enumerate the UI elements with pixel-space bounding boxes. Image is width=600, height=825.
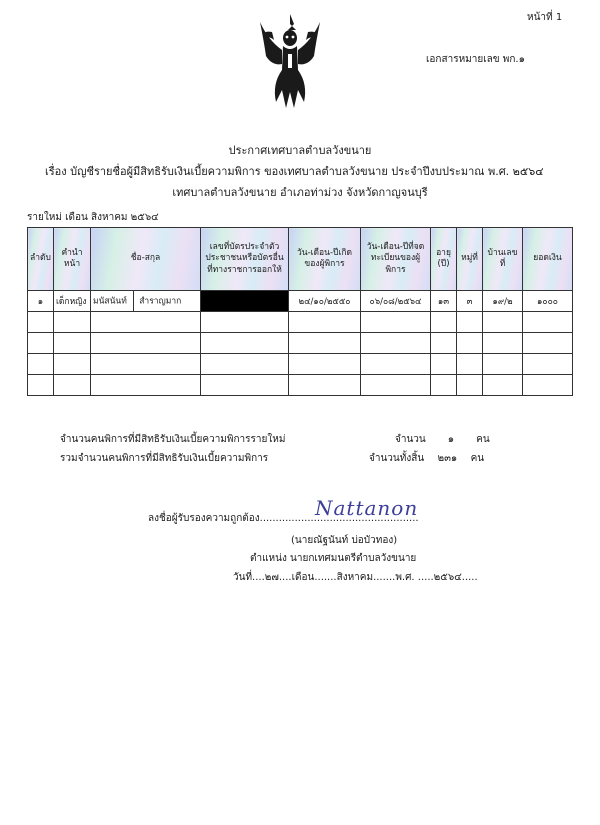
header-village: หมู่ที่ xyxy=(457,228,483,291)
beneficiary-table xyxy=(27,227,573,396)
cell-id-redacted xyxy=(201,291,289,312)
table-row-empty xyxy=(28,333,573,354)
garuda-emblem-icon xyxy=(258,12,322,116)
signature-date: วันที่....๒๗....เดือน.......สิงหาคม.......พ.ศ. .....๒๕๖๔..... xyxy=(233,572,478,583)
summary-new-count-label: จำนวน xyxy=(395,434,426,445)
summary-total-count-label: จำนวนทั้งสิ้น xyxy=(369,453,425,464)
header-birth-date: วัน-เดือน-ปีเกิดของผู้พิการ xyxy=(289,228,361,291)
cell-name xyxy=(91,291,201,312)
summary-new-count xyxy=(395,432,490,447)
cell-register-date: ๐๖/๐๘/๒๕๖๔ xyxy=(361,291,431,312)
cell-no: ๑ xyxy=(28,291,54,312)
announcement-title: ประกาศเทศบาลตำบลวังขนาย xyxy=(228,144,372,157)
cell-birth-date: ๒๔/๑๐/๒๕๕๐ xyxy=(289,291,361,312)
page-number: หน้าที่ 1 xyxy=(527,12,563,23)
header-house-no: บ้านเลขที่ xyxy=(483,228,523,291)
signer-position: ตำแหน่ง นายกเทศมนตรีตำบลวังขนาย xyxy=(250,553,417,564)
signature-line: ลงชื่อผู้รับรองความถูกต้อง.................................................. xyxy=(148,513,419,524)
table-row xyxy=(28,291,573,312)
header-age: อายุ (ปี) xyxy=(431,228,457,291)
header-id-card: เลขที่บัตรประจำตัวประชาชนหรือบัตรอื่นที่ทางราชการออกให้ xyxy=(201,228,289,291)
summary-total-label: รวมจำนวนคนพิการที่มีสิทธิรับเงินเบี้ยความพิการ xyxy=(60,453,269,464)
table-row-empty xyxy=(28,354,573,375)
document-code: เอกสารหมายเลข พก.๑ xyxy=(426,54,525,65)
cell-house-no: ๑๙/๒ xyxy=(483,291,523,312)
table-caption: รายใหม่ เดือน สิงหาคม ๒๕๖๔ xyxy=(27,212,159,223)
cell-age: ๑๓ xyxy=(431,291,457,312)
summary-total-count xyxy=(369,451,484,466)
header-no: ลำดับ xyxy=(28,228,54,291)
summary-new-unit: คน xyxy=(476,434,490,445)
name-divider xyxy=(133,291,134,311)
signer-name: (นายณัฐนันท์ บ่อบัวทอง) xyxy=(291,535,398,546)
cell-last-name: สำราญมาก xyxy=(139,296,182,307)
header-name: ชื่อ-สกุล xyxy=(91,228,201,291)
cell-village: ๓ xyxy=(457,291,483,312)
header-prefix: คำนำหน้า xyxy=(54,228,91,291)
header-amount: ยอดเงิน xyxy=(523,228,573,291)
handwritten-signature: Nattanon xyxy=(315,496,419,520)
cell-first-name: มนัสนันท์ xyxy=(93,296,127,307)
summary-total-count-value: ๒๓๑ xyxy=(437,453,458,464)
header-register-date: วัน-เดือน-ปีที่จดทะเบียนของผู้พิการ xyxy=(361,228,431,291)
summary-total-unit: คน xyxy=(470,453,485,464)
cell-amount: ๑๐๐๐ xyxy=(523,291,573,312)
table-row-empty xyxy=(28,375,573,396)
announcement-municipality: เทศบาลตำบลวังขนาย อำเภอท่าม่วง จังหวัดกาญจนบุรี xyxy=(172,186,428,199)
summary-new-count-value: ๑ xyxy=(447,434,455,445)
table-row-empty xyxy=(28,312,573,333)
announcement-subject: เรื่อง บัญชีรายชื่อผู้มีสิทธิรับเงินเบี้ยความพิการ ของเทศบาลตำบลวังขนาย ประจำปีงบประมาณ พ.ศ. ๒๕๖๔ xyxy=(45,165,544,178)
summary-new-label: จำนวนคนพิการที่มีสิทธิรับเงินเบี้ยความพิการรายใหม่ xyxy=(60,434,286,445)
cell-prefix: เด็กหญิง xyxy=(54,291,91,312)
table-header-row xyxy=(28,228,573,291)
